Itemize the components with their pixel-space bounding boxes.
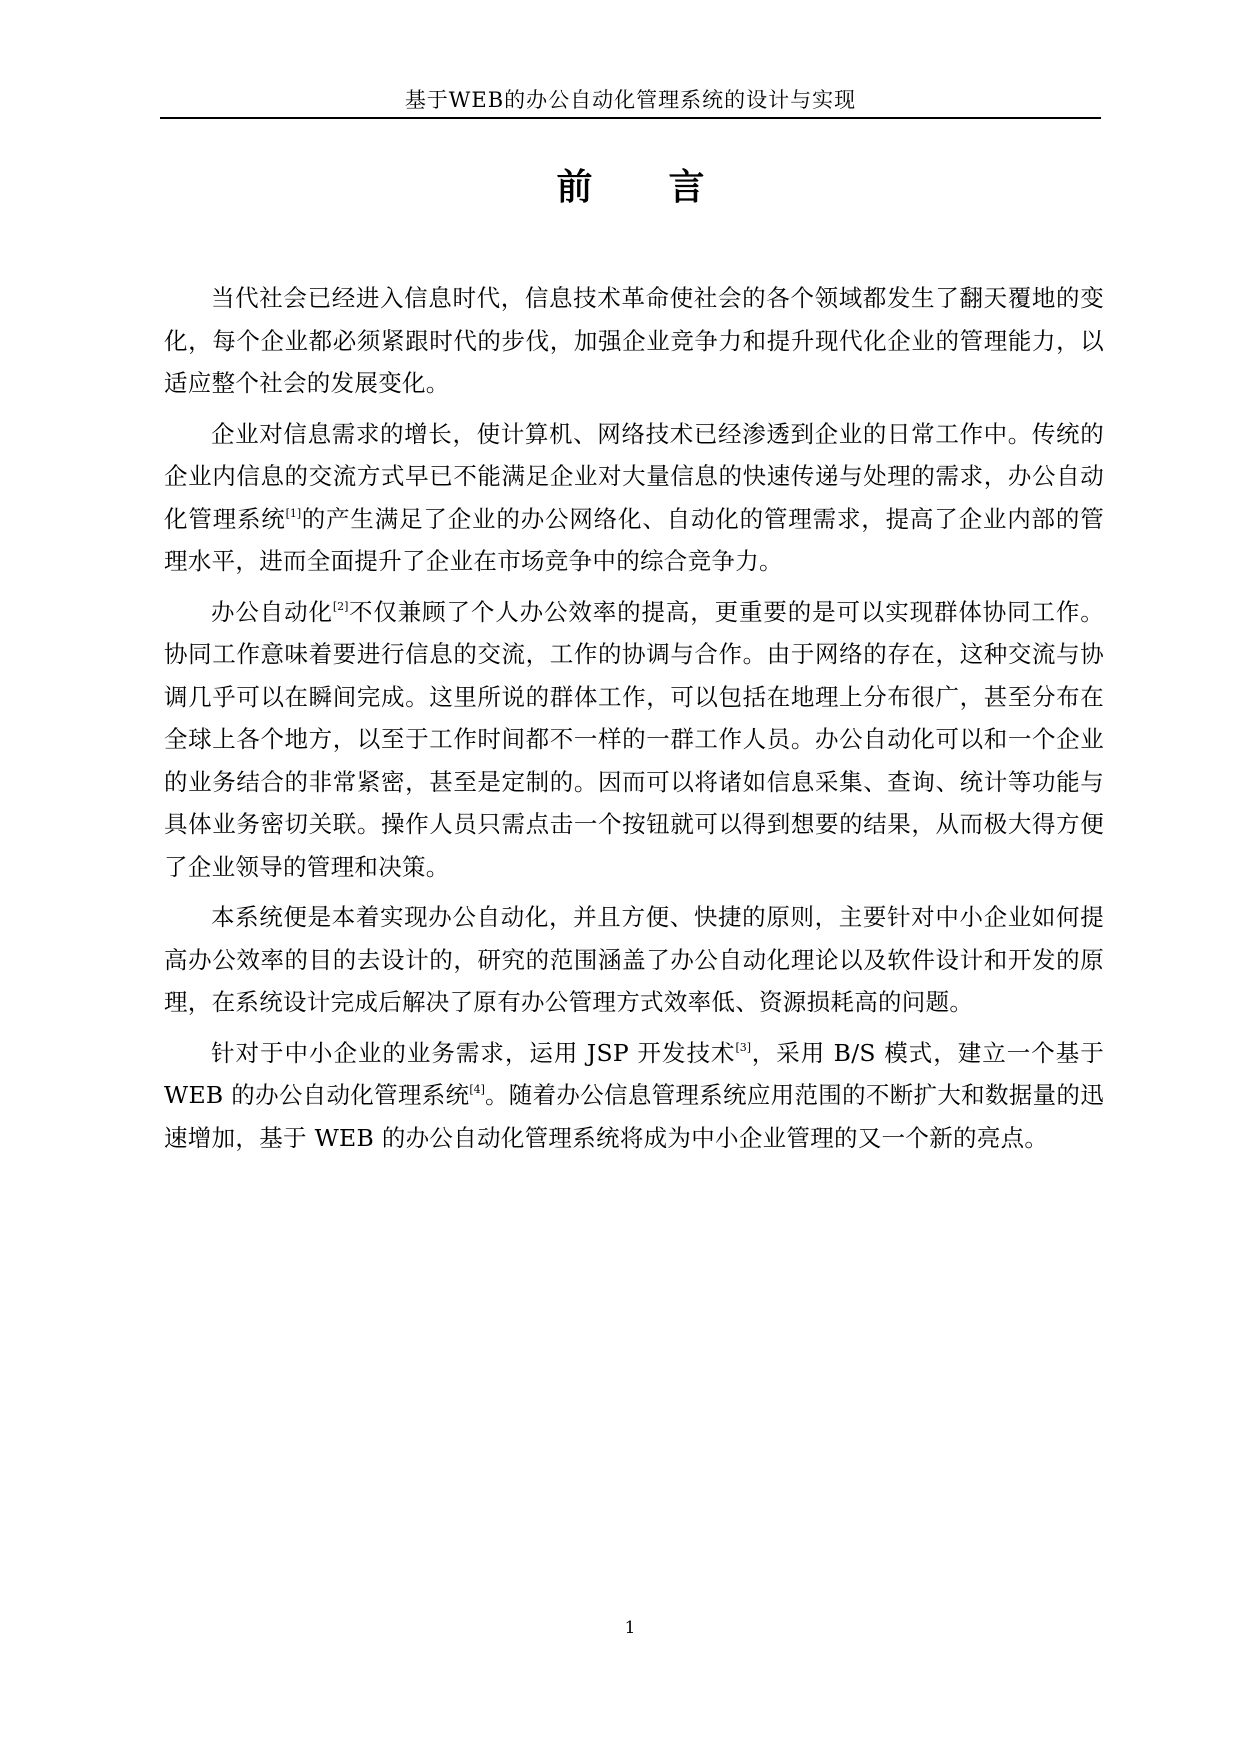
section-title-char-1: 前 (556, 167, 593, 208)
paragraph-4 (164, 896, 1104, 1024)
citation-3: [3] (735, 1040, 752, 1054)
paragraph-1 (164, 277, 1104, 405)
paragraph-4-text: 本系统便是本着实现办公自动化，并且方便、快捷的原则，主要针对中小企业如何提高办公效率的目的去设计的，研究的范围涵盖了办公自动化理论以及软件设计和开发的原理，在系统设计完成后解决了原有办公管理方式效率低、资源损耗高的问题。 (164, 903, 1104, 1016)
page-number: 1 (624, 1618, 636, 1638)
citation-2: [2] (332, 599, 349, 613)
running-header: 基于WEB的办公自动化管理系统的设计与实现 (404, 88, 857, 112)
paragraph-3 (164, 591, 1104, 889)
paragraph-5 (164, 1032, 1104, 1160)
paragraph-2 (164, 413, 1104, 583)
paragraph-2-text-b: 的产生满足了企业的办公网络化、自动化的管理需求，提高了企业内部的管理水平，进而全面提升了企业在市场竞争中的综合竞争力。 (164, 504, 1105, 575)
section-title (160, 163, 1101, 213)
paragraph-5-text-b: ，采用 B/S 模式，建立一个基于WEB 的办公自动化管理系统 (164, 1038, 1104, 1109)
paragraph-5-text-a: 针对于中小企业的业务需求，运用 JSP 开发技术 (211, 1038, 736, 1067)
citation-4: [4] (469, 1083, 485, 1096)
paragraph-1-text: 当代社会已经进入信息时代，信息技术革命使社会的各个领域都发生了翻天覆地的变化，每个企业都必须紧跟时代的步伐，加强企业竞争力和提升现代化企业的管理能力，以适应整个社会的发展变化。 (164, 284, 1104, 397)
body-text (164, 277, 1104, 1167)
paragraph-5-text-c: 。随着办公信息管理系统应用范围的不断扩大和数据量的迅速增加，基于 WEB 的办公自动化管理系统将成为中小企业管理的又一个新的亮点。 (164, 1081, 1104, 1152)
paragraph-2-text-a: 企业对信息需求的增长，使计算机、网络技术已经渗透到企业的日常工作中。传统的企业内信息的交流方式早已不能满足企业对大量信息的快速传递与处理的需求，办公自动化管理系统 (164, 419, 1104, 533)
header-divider (160, 117, 1101, 119)
citation-1: [1] (285, 506, 302, 520)
paragraph-3-text-b: 不仅兼顾了个人办公效率的提高，更重要的是可以实现群体协同工作。协同工作意味着要进行信息的交流，工作的协调与合作。由于网络的存在，这种交流与协调几乎可以在瞬间完成。这里所说的群体工作，可以包括在地理上分布很广，甚至分布在全球上各个地方，以至于工作时间都不一样的一群工作人员。办公自动化可以和一个企业的业务结合的非常紧密，甚至是定制的。因而可以将诸如信息采集、查询、统计等功能与具体业务密切关联。操作人员只需点击一个按钮就可以得到想要的结果，从而极大得方便了企业领导的管理和决策。 (164, 597, 1105, 881)
section-title-char-2: 言 (668, 167, 705, 208)
paragraph-3-text-a: 办公自动化 (211, 597, 333, 626)
